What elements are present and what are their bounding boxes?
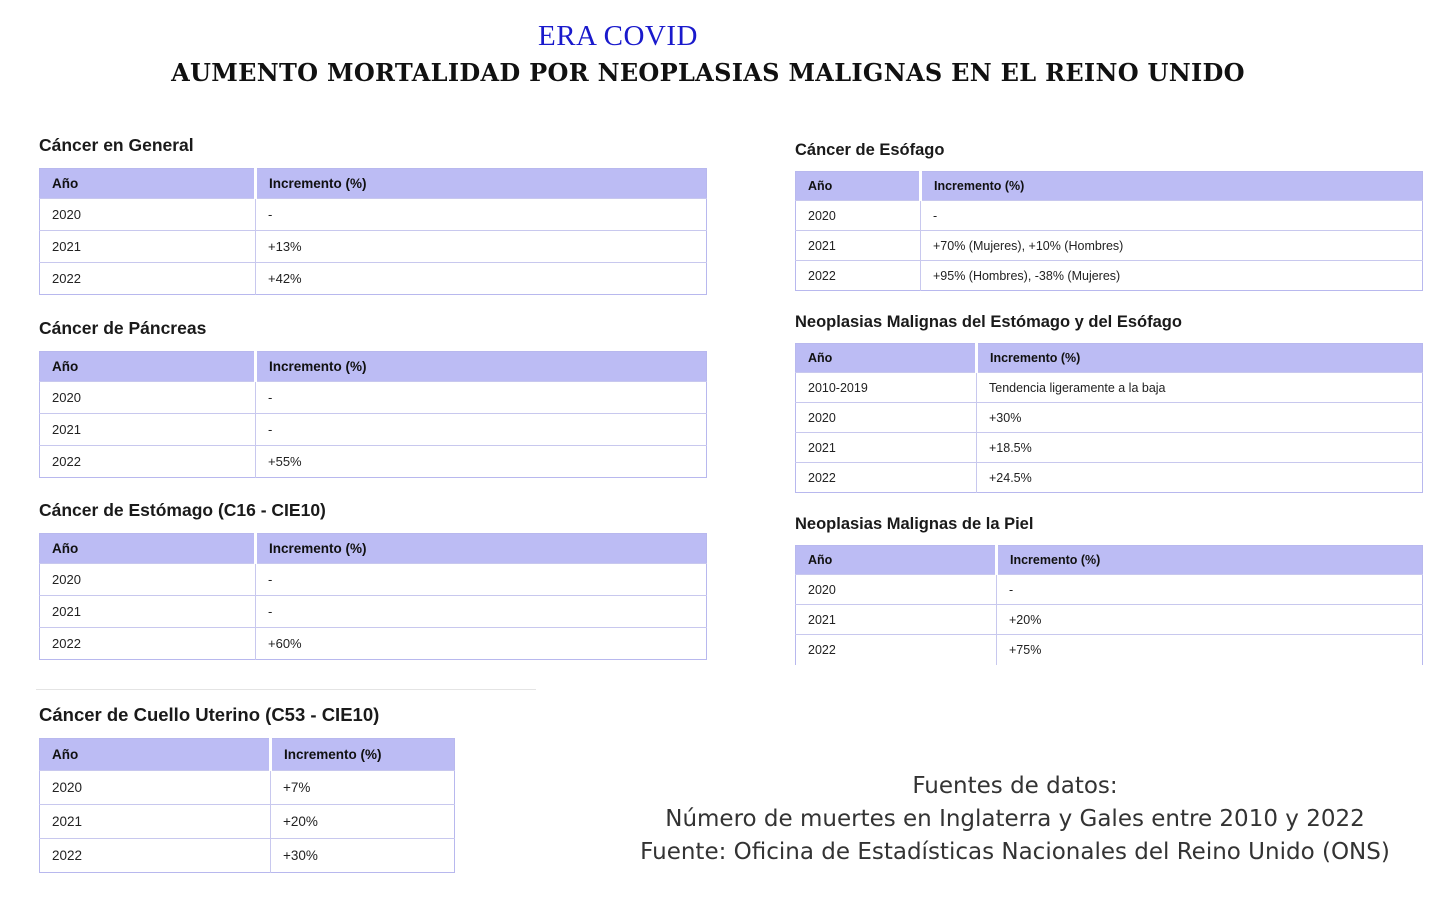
table-header-row xyxy=(796,172,1423,201)
table-row xyxy=(796,373,1423,403)
table-row xyxy=(40,414,707,446)
column-header-year: Año xyxy=(40,169,256,199)
cell-year: 2020 xyxy=(40,771,271,805)
cell-year: 2021 xyxy=(40,414,256,446)
cell-increment: - xyxy=(256,199,707,231)
table-row xyxy=(40,596,707,628)
cell-year: 2020 xyxy=(40,564,256,596)
cell-increment: +42% xyxy=(256,263,707,295)
cell-year: 2020 xyxy=(796,575,997,605)
data-table xyxy=(795,545,1423,665)
column-header-increment: Incremento (%) xyxy=(997,546,1423,575)
cell-increment: +60% xyxy=(256,628,707,660)
column-header-increment: Incremento (%) xyxy=(977,344,1423,373)
cell-year: 2022 xyxy=(796,635,997,665)
cell-year: 2022 xyxy=(40,263,256,295)
cell-increment: +70% (Mujeres), +10% (Hombres) xyxy=(921,231,1423,261)
cell-increment: +20% xyxy=(997,605,1423,635)
cell-increment: +24.5% xyxy=(977,463,1423,493)
cell-increment: +13% xyxy=(256,231,707,263)
table-header-row xyxy=(796,546,1423,575)
cell-year: 2020 xyxy=(796,201,921,231)
table-header-row xyxy=(40,739,455,771)
data-table xyxy=(795,343,1423,493)
cell-increment: +18.5% xyxy=(977,433,1423,463)
table-row xyxy=(40,839,455,873)
section-cancer-esofago xyxy=(795,141,1423,291)
data-table xyxy=(39,168,707,295)
section-cancer-cuello-uterino xyxy=(39,704,455,873)
table-row xyxy=(796,261,1423,291)
table-row xyxy=(796,575,1423,605)
sources-description: Número de muertes en Inglaterra y Gales entre 2010 y 2022 xyxy=(665,806,1365,832)
table-row xyxy=(40,446,707,478)
header-main-title: AUMENTO MORTALIDAD POR NEOPLASIAS MALIGNAS EN EL REINO UNIDO xyxy=(171,58,1245,87)
table-row xyxy=(796,403,1423,433)
section-neoplasias-estomago-esofago xyxy=(795,313,1423,493)
section-cancer-pancreas xyxy=(39,318,707,478)
cell-year: 2021 xyxy=(40,231,256,263)
cell-year: 2021 xyxy=(40,596,256,628)
cell-increment: Tendencia ligeramente a la baja xyxy=(977,373,1423,403)
cell-increment: +30% xyxy=(271,839,455,873)
cell-year: 2021 xyxy=(796,433,977,463)
column-header-increment: Incremento (%) xyxy=(256,169,707,199)
table-row xyxy=(796,201,1423,231)
cell-year: 2022 xyxy=(40,839,271,873)
column-header-increment: Incremento (%) xyxy=(921,172,1423,201)
section-neoplasias-piel xyxy=(795,515,1423,665)
header-era-covid: ERA COVID xyxy=(538,20,698,52)
section-title: Neoplasias Malignas del Estómago y del Esófago xyxy=(795,313,1182,331)
cell-year: 2022 xyxy=(40,628,256,660)
section-title: Cáncer de Cuello Uterino (C53 - CIE10) xyxy=(39,704,380,725)
cell-increment: - xyxy=(256,414,707,446)
column-header-increment: Incremento (%) xyxy=(256,352,707,382)
table-row xyxy=(40,628,707,660)
cell-increment: +95% (Hombres), -38% (Mujeres) xyxy=(921,261,1423,291)
column-header-year: Año xyxy=(40,352,256,382)
table-row xyxy=(796,463,1423,493)
column-header-year: Año xyxy=(796,546,997,575)
cell-year: 2022 xyxy=(796,463,977,493)
cell-increment: +55% xyxy=(256,446,707,478)
table-row xyxy=(40,564,707,596)
cell-year: 2022 xyxy=(40,446,256,478)
section-cancer-general xyxy=(39,135,707,295)
section-title: Cáncer de Esófago xyxy=(795,141,945,159)
column-header-year: Año xyxy=(796,344,977,373)
section-title: Cáncer de Páncreas xyxy=(39,318,207,338)
table-row xyxy=(40,263,707,295)
column-header-year: Año xyxy=(40,739,271,771)
cell-increment: +7% xyxy=(271,771,455,805)
column-header-year: Año xyxy=(796,172,921,201)
column-header-increment: Incremento (%) xyxy=(271,739,455,771)
table-header-row xyxy=(40,352,707,382)
cell-year: 2020 xyxy=(40,382,256,414)
section-cancer-estomago xyxy=(39,500,707,660)
table-row xyxy=(796,635,1423,665)
table-row xyxy=(40,771,455,805)
sources-attribution: Fuente: Oficina de Estadísticas Nacionales del Reino Unido (ONS) xyxy=(640,839,1390,865)
table-header-row xyxy=(796,344,1423,373)
sources-heading: Fuentes de datos: xyxy=(912,773,1118,799)
cell-increment: - xyxy=(921,201,1423,231)
section-title: Neoplasias Malignas de la Piel xyxy=(795,515,1034,533)
divider xyxy=(36,689,536,690)
table-row xyxy=(40,231,707,263)
table-row xyxy=(796,605,1423,635)
cell-year: 2022 xyxy=(796,261,921,291)
cell-increment: - xyxy=(256,596,707,628)
column-header-increment: Incremento (%) xyxy=(256,534,707,564)
cell-year: 2020 xyxy=(796,403,977,433)
section-title: Cáncer en General xyxy=(39,135,194,155)
cell-increment: +75% xyxy=(997,635,1423,665)
cell-increment: +20% xyxy=(271,805,455,839)
table-row xyxy=(40,199,707,231)
cell-increment: - xyxy=(256,382,707,414)
cell-year: 2020 xyxy=(40,199,256,231)
data-table xyxy=(39,351,707,478)
cell-increment: - xyxy=(256,564,707,596)
table-row xyxy=(40,805,455,839)
cell-year: 2010-2019 xyxy=(796,373,977,403)
table-row xyxy=(40,382,707,414)
data-table xyxy=(39,533,707,660)
table-header-row xyxy=(40,169,707,199)
cell-increment: - xyxy=(997,575,1423,605)
section-title: Cáncer de Estómago (C16 - CIE10) xyxy=(39,500,326,520)
data-table xyxy=(795,171,1423,291)
cell-year: 2021 xyxy=(40,805,271,839)
table-row xyxy=(796,231,1423,261)
cell-increment: +30% xyxy=(977,403,1423,433)
table-header-row xyxy=(40,534,707,564)
table-row xyxy=(796,433,1423,463)
column-header-year: Año xyxy=(40,534,256,564)
data-table xyxy=(39,738,455,873)
sources-block xyxy=(620,770,1410,869)
cell-year: 2021 xyxy=(796,231,921,261)
cell-year: 2021 xyxy=(796,605,997,635)
